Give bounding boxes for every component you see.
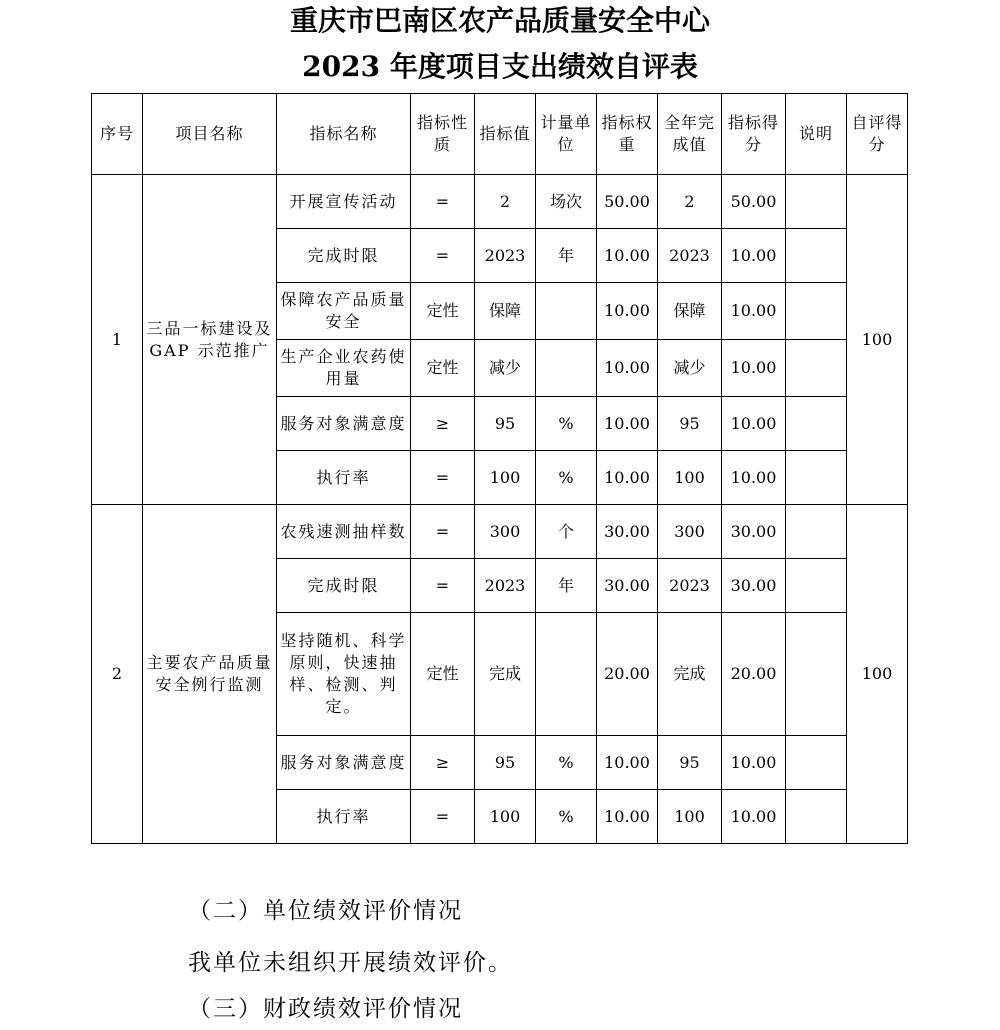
document-subtitle: 2023 年度项目支出绩效自评表 (302, 50, 698, 83)
indicator-nature: = (411, 505, 475, 559)
indicator-weight: 30.00 (597, 559, 658, 613)
header-cell: 说明 (786, 94, 847, 175)
indicator-note (786, 397, 847, 451)
header-cell: 项目名称 (143, 94, 277, 175)
indicator-points: 10.00 (722, 736, 786, 790)
indicator-points: 10.00 (722, 340, 786, 397)
indicator-name: 服务对象满意度 (277, 736, 411, 790)
indicator-name: 完成时限 (277, 229, 411, 283)
indicator-actual: 2023 (658, 559, 722, 613)
self-score: 100 (847, 505, 908, 844)
indicator-note (786, 790, 847, 844)
indicator-unit: 场次 (536, 175, 597, 229)
indicator-nature: 定性 (411, 340, 475, 397)
indicator-nature: 定性 (411, 283, 475, 340)
indicator-name: 开展宣传活动 (277, 175, 411, 229)
indicator-value: 95 (475, 397, 536, 451)
indicator-value: 100 (475, 790, 536, 844)
table-row (92, 505, 908, 559)
indicator-nature: = (411, 175, 475, 229)
indicator-note (786, 229, 847, 283)
header-cell: 指标权重 (597, 94, 658, 175)
section-heading-finance-evaluation: （三）财政绩效评价情况 (188, 996, 463, 1022)
indicator-points: 30.00 (722, 559, 786, 613)
indicator-points: 10.00 (722, 229, 786, 283)
indicator-weight: 10.00 (597, 790, 658, 844)
table-header-row (92, 94, 908, 175)
indicator-note (786, 505, 847, 559)
indicator-name: 执行率 (277, 790, 411, 844)
indicator-unit: % (536, 790, 597, 844)
indicator-unit (536, 340, 597, 397)
indicator-points: 50.00 (722, 175, 786, 229)
indicator-nature: = (411, 451, 475, 505)
indicator-note (786, 559, 847, 613)
self-score: 100 (847, 175, 908, 505)
indicator-name: 执行率 (277, 451, 411, 505)
indicator-value: 100 (475, 451, 536, 505)
indicator-note (786, 613, 847, 736)
indicator-nature: ≥ (411, 397, 475, 451)
header-cell: 指标得分 (722, 94, 786, 175)
indicator-value: 减少 (475, 340, 536, 397)
indicator-actual: 300 (658, 505, 722, 559)
header-cell: 序号 (92, 94, 143, 175)
indicator-unit: % (536, 451, 597, 505)
indicator-points: 10.00 (722, 283, 786, 340)
header-cell: 指标值 (475, 94, 536, 175)
indicator-actual: 100 (658, 451, 722, 505)
indicator-unit (536, 613, 597, 736)
indicator-nature: = (411, 229, 475, 283)
header-cell: 自评得分 (847, 94, 908, 175)
indicator-name: 坚持随机、科学原则，快速抽样、检测、判定。 (277, 613, 411, 736)
indicator-actual: 完成 (658, 613, 722, 736)
project-name: 三品一标建设及GAP 示范推广 (143, 175, 277, 505)
indicator-nature: = (411, 559, 475, 613)
indicator-unit: 个 (536, 505, 597, 559)
indicator-weight: 30.00 (597, 505, 658, 559)
indicator-value: 完成 (475, 613, 536, 736)
unit-evaluation-text: 我单位未组织开展绩效评价。 (188, 950, 513, 976)
indicator-value: 2023 (475, 229, 536, 283)
indicator-points: 30.00 (722, 505, 786, 559)
project-number: 1 (92, 175, 143, 505)
indicator-weight: 10.00 (597, 340, 658, 397)
indicator-name: 完成时限 (277, 559, 411, 613)
indicator-value: 2023 (475, 559, 536, 613)
indicator-name: 服务对象满意度 (277, 397, 411, 451)
indicator-note (786, 175, 847, 229)
indicator-value: 2 (475, 175, 536, 229)
indicator-weight: 10.00 (597, 229, 658, 283)
indicator-points: 10.00 (722, 451, 786, 505)
indicator-unit (536, 283, 597, 340)
header-cell: 计量单位 (536, 94, 597, 175)
performance-table (91, 93, 908, 844)
indicator-nature: 定性 (411, 613, 475, 736)
indicator-value: 保障 (475, 283, 536, 340)
header-cell: 指标性质 (411, 94, 475, 175)
indicator-name: 保障农产品质量安全 (277, 283, 411, 340)
indicator-weight: 10.00 (597, 451, 658, 505)
indicator-actual: 100 (658, 790, 722, 844)
indicator-unit: 年 (536, 229, 597, 283)
header-cell: 全年完成值 (658, 94, 722, 175)
indicator-note (786, 451, 847, 505)
indicator-actual: 2 (658, 175, 722, 229)
indicator-unit: % (536, 736, 597, 790)
indicator-points: 20.00 (722, 613, 786, 736)
indicator-actual: 95 (658, 397, 722, 451)
section-heading-unit-evaluation: （二）单位绩效评价情况 (188, 898, 463, 924)
indicator-note (786, 340, 847, 397)
indicator-weight: 20.00 (597, 613, 658, 736)
indicator-name: 农残速测抽样数 (277, 505, 411, 559)
project-number: 2 (92, 505, 143, 844)
indicator-name: 生产企业农药使用量 (277, 340, 411, 397)
indicator-actual: 保障 (658, 283, 722, 340)
indicator-weight: 50.00 (597, 175, 658, 229)
indicator-value: 300 (475, 505, 536, 559)
indicator-points: 10.00 (722, 790, 786, 844)
indicator-actual: 减少 (658, 340, 722, 397)
table-row (92, 175, 908, 229)
indicator-actual: 95 (658, 736, 722, 790)
indicator-points: 10.00 (722, 397, 786, 451)
indicator-note (786, 736, 847, 790)
indicator-weight: 10.00 (597, 397, 658, 451)
indicator-actual: 2023 (658, 229, 722, 283)
indicator-nature: = (411, 790, 475, 844)
project-name: 主要农产品质量安全例行监测 (143, 505, 277, 844)
indicator-unit: % (536, 397, 597, 451)
document-title: 重庆市巴南区农产品质量安全中心 (289, 4, 710, 37)
indicator-unit: 年 (536, 559, 597, 613)
indicator-nature: ≥ (411, 736, 475, 790)
indicator-weight: 10.00 (597, 736, 658, 790)
indicator-note (786, 283, 847, 340)
header-cell: 指标名称 (277, 94, 411, 175)
indicator-weight: 10.00 (597, 283, 658, 340)
indicator-value: 95 (475, 736, 536, 790)
